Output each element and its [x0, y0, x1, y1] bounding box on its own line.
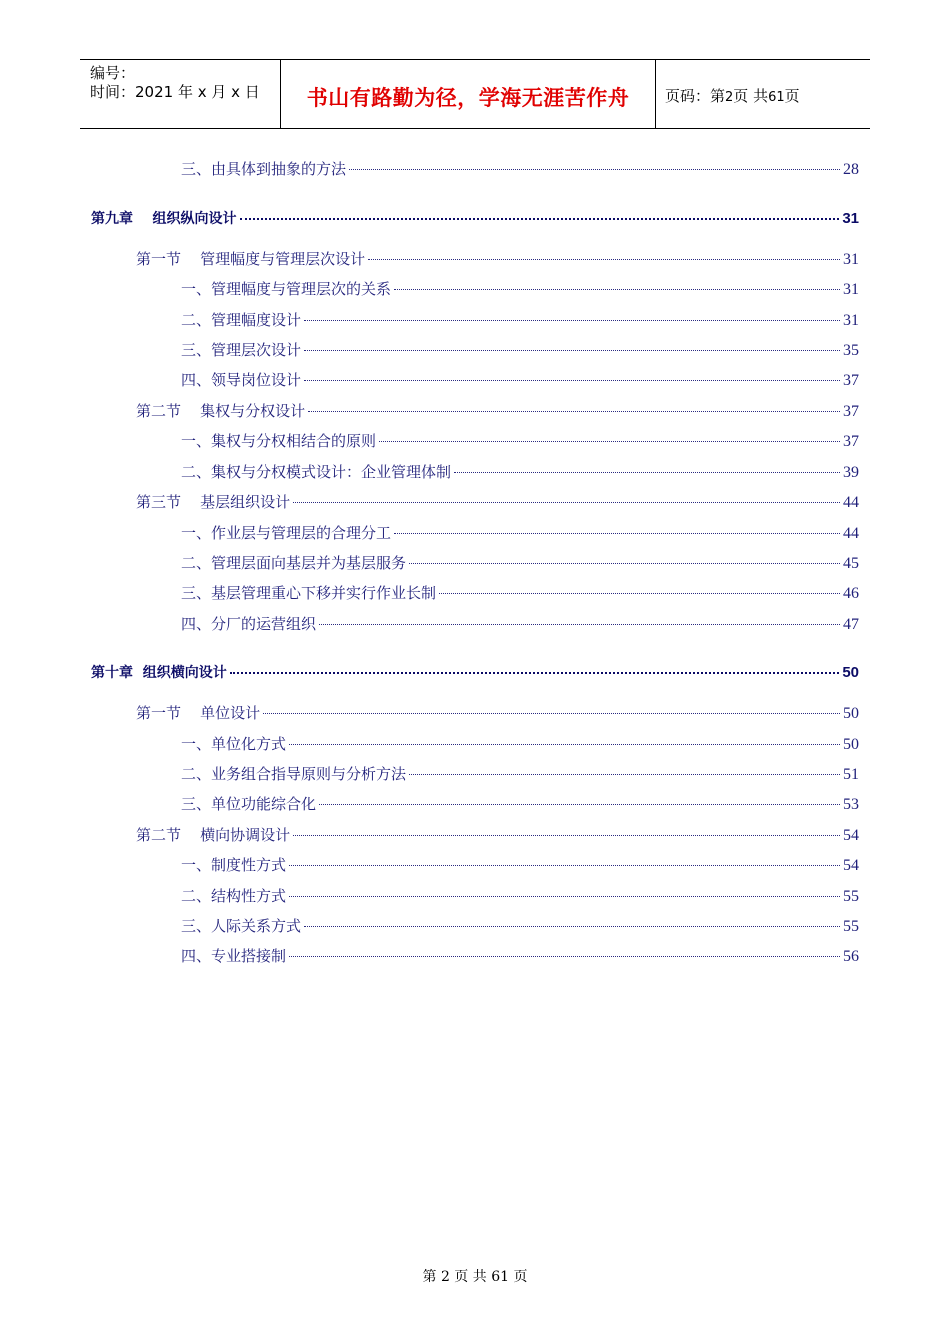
toc-entry-title: 第三节 基层组织设计 [136, 493, 291, 511]
toc-subsection-entry[interactable] [181, 764, 859, 785]
toc-entry-page: 54 [843, 857, 859, 874]
toc-entry-title: 三、基层管理重心下移并实行作业长制 [181, 584, 437, 602]
header-page-cell [655, 60, 870, 128]
toc-entry-title: 第二节 集权与分权设计 [136, 402, 306, 420]
toc-entry-title: 二、结构性方式 [181, 887, 287, 905]
dot-leader [319, 804, 840, 805]
toc-section-entry[interactable] [136, 249, 859, 270]
dot-leader [368, 259, 840, 260]
toc-subsection-entry[interactable] [181, 734, 859, 755]
dot-leader [439, 593, 840, 594]
toc-entry-title: 二、集权与分权模式设计：企业管理体制 [181, 463, 452, 481]
toc-entry-title: 三、管理层次设计 [181, 341, 302, 359]
toc-subsection-entry[interactable] [181, 159, 859, 180]
toc-entry-title: 二、管理层面向基层并为基层服务 [181, 554, 407, 572]
page-total: 61 [768, 90, 785, 105]
toc-subsection-entry[interactable] [181, 310, 859, 331]
dot-leader [263, 713, 840, 714]
toc-entry-page: 54 [843, 827, 859, 844]
toc-entry-page: 53 [843, 796, 859, 813]
toc-entry-title: 四、领导岗位设计 [181, 371, 302, 389]
page-header [80, 59, 870, 129]
dot-leader [304, 926, 840, 927]
toc-entry-page: 39 [843, 464, 859, 481]
toc-entry-title: 一、集权与分权相结合的原则 [181, 432, 377, 450]
toc-entry-page: 37 [843, 433, 859, 450]
toc-entry-title: 四、专业搭接制 [181, 947, 287, 965]
dot-leader [379, 441, 840, 442]
toc-entry-page: 31 [843, 281, 859, 298]
toc-entry-page: 50 [842, 664, 859, 681]
dot-leader [293, 502, 840, 503]
toc-entry-title: 一、作业层与管理层的合理分工 [181, 524, 392, 542]
page-prefix: 页码：第 [665, 87, 726, 105]
toc-subsection-entry[interactable] [181, 279, 859, 300]
dot-leader [289, 956, 840, 957]
toc-entry-title: 三、单位功能综合化 [181, 795, 317, 813]
toc-entry-title: 第九章 组织纵向设计 [91, 211, 237, 227]
dot-leader [308, 411, 840, 412]
toc-chapter-entry[interactable] [91, 663, 859, 683]
toc-subsection-entry[interactable] [181, 431, 859, 452]
dot-leader [409, 563, 840, 564]
toc-entry-page: 51 [843, 766, 859, 783]
page-current: 2 [725, 90, 734, 105]
dot-leader [289, 744, 840, 745]
toc-entry-title: 四、分厂的运营组织 [181, 615, 317, 633]
toc-entry-page: 28 [843, 161, 859, 178]
document-number-label: 编号： [90, 64, 136, 82]
dot-leader [349, 169, 840, 170]
toc-section-entry[interactable] [136, 703, 859, 724]
toc-entry-title: 第二节 横向协调设计 [136, 826, 291, 844]
toc-subsection-entry[interactable] [181, 340, 859, 361]
toc-entry-page: 56 [843, 948, 859, 965]
toc-section-entry[interactable] [136, 492, 859, 513]
toc-subsection-entry[interactable] [181, 794, 859, 815]
toc-entry-title: 第一节 单位设计 [136, 704, 261, 722]
dot-leader [230, 672, 840, 674]
toc-subsection-entry[interactable] [181, 614, 859, 635]
dot-leader [240, 218, 840, 220]
page-footer: 第 2 页 共 61 页 [422, 1269, 528, 1285]
toc-entry-title: 二、业务组合指导原则与分析方法 [181, 765, 407, 783]
dot-leader [394, 289, 840, 290]
header-motto: 书山有路勤为径，学海无涯苦作舟 [306, 86, 630, 110]
header-meta [80, 60, 280, 128]
toc-entry-page: 46 [843, 585, 859, 602]
toc-entry-title: 第一节 管理幅度与管理层次设计 [136, 250, 366, 268]
toc-entry-page: 47 [843, 616, 859, 633]
dot-leader [394, 533, 840, 534]
toc-entry-page: 31 [842, 210, 859, 227]
dot-leader [304, 320, 840, 321]
toc-entry-title: 三、由具体到抽象的方法 [181, 160, 347, 178]
toc-entry-page: 44 [843, 525, 859, 542]
dot-leader [304, 380, 840, 381]
toc-entry-page: 44 [843, 494, 859, 511]
toc-entry-page: 50 [843, 705, 859, 722]
toc-subsection-entry[interactable] [181, 553, 859, 574]
page-mid: 页 共 [733, 87, 769, 105]
toc-entry-page: 55 [843, 888, 859, 905]
toc-entry-title: 一、管理幅度与管理层次的关系 [181, 280, 392, 298]
dot-leader [289, 865, 840, 866]
toc-entry-page: 31 [843, 251, 859, 268]
header-page-number [665, 85, 800, 106]
toc-subsection-entry[interactable] [181, 946, 859, 967]
toc-entry-page: 31 [843, 312, 859, 329]
dot-leader [304, 350, 840, 351]
toc-entry-title: 三、人际关系方式 [181, 917, 302, 935]
toc-subsection-entry[interactable] [181, 583, 859, 604]
toc-entry-page: 35 [843, 342, 859, 359]
toc-entry-title: 一、制度性方式 [181, 856, 287, 874]
dot-leader [289, 896, 840, 897]
toc-chapter-entry[interactable] [91, 209, 859, 229]
toc-entry-page: 50 [843, 736, 859, 753]
toc-subsection-entry[interactable] [181, 370, 859, 391]
toc-subsection-entry[interactable] [181, 916, 859, 937]
toc-subsection-entry[interactable] [181, 886, 859, 907]
toc-section-entry[interactable] [136, 825, 859, 846]
header-motto-cell [280, 60, 656, 128]
toc-entry-title: 二、管理幅度设计 [181, 311, 302, 329]
toc-entry-page: 45 [843, 555, 859, 572]
dot-leader [293, 835, 840, 836]
dot-leader [319, 624, 840, 625]
toc-subsection-entry[interactable] [181, 855, 859, 876]
page-suffix: 页 [784, 87, 800, 105]
toc-entry-title: 第十章 组织横向设计 [91, 665, 227, 681]
dot-leader [454, 472, 840, 473]
document-time-label: 时间：2021 年 x 月 x 日 [90, 83, 260, 101]
toc-entry-page: 55 [843, 918, 859, 935]
toc-subsection-entry[interactable] [181, 462, 859, 483]
toc-entry-page: 37 [843, 372, 859, 389]
toc-subsection-entry[interactable] [181, 523, 859, 544]
toc-entry-title: 一、单位化方式 [181, 735, 287, 753]
toc-section-entry[interactable] [136, 401, 859, 422]
dot-leader [409, 774, 840, 775]
toc-entry-page: 37 [843, 403, 859, 420]
